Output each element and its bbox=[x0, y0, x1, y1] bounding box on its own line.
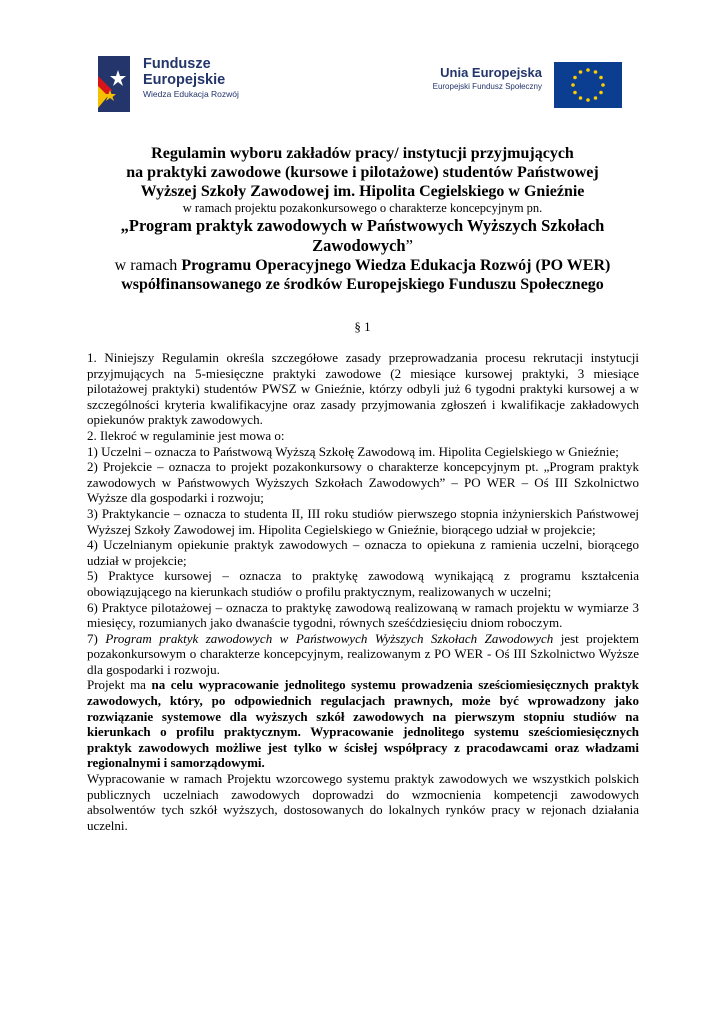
definition-6: 6) Praktyce pilotażowej – oznacza to praktykę zawodową realizowaną w ramach projektu w wymiarze 3 miesięcy, rozumianych jako dwanaście tygodni, równych sześćdziesięciu dniom roboczym. bbox=[87, 599, 639, 631]
paragraph-2: 2. Ilekroć w regulaminie jest mowa o: bbox=[87, 427, 285, 443]
title-line-2: na praktyki zawodowe (kursowe i pilotażowe) studentów Państwowej bbox=[126, 164, 599, 181]
title-line-3: Wyższej Szkoły Zawodowej im. Hipolita Cegielskiego w Gnieźnie bbox=[140, 183, 585, 200]
definition-1: 1) Uczelni – oznacza to Państwową Wyższą Szkołę Zawodową im. Hipolita Cegielskiego w Gnieźnie; bbox=[87, 443, 619, 459]
title-line-6b: ” bbox=[405, 236, 413, 255]
definition-7 bbox=[87, 631, 639, 678]
definition-3: 3) Praktykancie – oznacza to studenta II, III roku studiów pierwszego stopnia inżynierskich Państwowej Wyższej Szkoły Zawodowej im. Hipolita Cegielskiego w Gnieźnie, biorącego udział w projekcie; bbox=[87, 505, 639, 537]
paragraph-3-start: Projekt ma bbox=[87, 677, 152, 693]
fe-line3: Wiedza Edukacja Rozwój bbox=[143, 89, 239, 99]
title-line-1: Regulamin wyboru zakładów pracy/ instytucji przyjmujących bbox=[151, 145, 574, 162]
fe-emblem-icon bbox=[98, 56, 138, 112]
definition-7-num: 7) bbox=[87, 630, 106, 646]
definition-7-italic: Program praktyk zawodowych w Państwowych Wyższych Szkołach Zawodowych bbox=[105, 630, 554, 646]
section-sign: § 1 bbox=[354, 319, 371, 334]
paragraph-4: Wypracowanie w ramach Projektu wzorcowego systemu praktyk zawodowych we wszystkich polskich publicznych uczelniach zawodowych doprowadzi do wzmocnienia kompetencji zawodowych absolwentów tych szkół wyższych, dostosowanych do lokalnych rynków pracy w rejonach działania uczelni. bbox=[87, 771, 639, 833]
title-line-7b: Programu Operacyjnego Wiedza Edukacja Rozwój (PO WER) bbox=[181, 257, 611, 274]
fe-line2: Europejskie bbox=[143, 72, 226, 88]
title-line-5: „Program praktyk zawodowych w Państwowych Wyższych Szkołach bbox=[120, 216, 605, 235]
fe-line1: Fundusze bbox=[143, 56, 211, 72]
definition-5: 5) Praktyce kursowej – oznacza to praktykę zawodową wynikającą z programu kształcenia obowiązującego na kierunkach studiów o profilu praktycznym, realizowanych w uczelni; bbox=[87, 568, 639, 599]
ue-line2: Europejski Fundusz Społeczny bbox=[432, 82, 542, 91]
document-body bbox=[87, 350, 639, 833]
title-line-8: współfinansowanego ze środków Europejskiego Funduszu Społecznego bbox=[121, 276, 604, 293]
title-line-6a: Zawodowych bbox=[312, 236, 406, 255]
definition-7-rest: jest projektem pozakonkursowym o charakterze koncepcyjnym, realizowanym z PO WER - Oś III Szkolnictwo Wyższe dla gospodarki i rozwoju. bbox=[87, 630, 639, 677]
title-line-4: w ramach projektu pozakonkursowego o charakterze koncepcyjnym pn. bbox=[182, 201, 543, 215]
definition-2: 2) Projekcie – oznacza to projekt pozakonkursowy o charakterze koncepcyjnym pt. „Program praktyk zawodowych w Państwowych Wyższych Szkołach Zawodowych” – PO WER – Oś III Szkolnictwo Wyższe dla gospodarki i rozwoju; bbox=[87, 459, 639, 506]
unia-europejska-logo bbox=[404, 62, 624, 112]
paragraph-3-bold: na celu wypracowanie jednolitego systemu prowadzenia sześciomiesięcznych praktyk zawodowych, który, po odpowiednich regulacjach prawnych, może być wprowadzony jako rozwiązanie systemowe dla wyższych szkół zawodowych na pierwszym stopniu studiów na kierunkach o profilu praktycznym. Wypracowanie jednolitego systemu sześciomiesięcznych praktyk zawodowych możliwe jest tylko w ścisłej współpracy z pracodawcami oraz władzami regionalnymi i samorządowymi. bbox=[87, 677, 639, 771]
fundusze-europejskie-logo bbox=[98, 56, 278, 116]
fe-text bbox=[143, 56, 239, 101]
paragraph-1: 1. Niniejszy Regulamin określa szczegółowe zasady przeprowadzania procesu rekrutacji instytucji przyjmujących na 5-miesięczne praktyki zawodowe (2 miesiące kursowej praktyki, 3 miesiące pilotażowej praktyki) studentów PWSZ w Gnieźnie, którzy odbyli już 6 tygodni praktyki kursowej a w szczególności kryteria kwalifikacyjne oraz zasady przyjmowania zgłoszeń i kwalifikacje zakładowych opiekunów praktyk zawodowych. bbox=[87, 350, 639, 428]
paragraph-3 bbox=[87, 677, 639, 771]
header-logos bbox=[0, 0, 725, 120]
title-line-7a: w ramach bbox=[114, 257, 182, 274]
eu-flag-icon bbox=[554, 62, 622, 108]
document-title bbox=[80, 144, 645, 294]
title-line-6 bbox=[80, 236, 645, 256]
title-line-7 bbox=[80, 256, 645, 275]
definition-4: 4) Uczelnianym opiekunie praktyk zawodowych – oznacza to opiekuna z ramienia uczelni, biorącego udział w projekcie; bbox=[87, 537, 639, 568]
ue-line1: Unia Europejska bbox=[440, 65, 542, 80]
ue-text bbox=[404, 65, 542, 93]
